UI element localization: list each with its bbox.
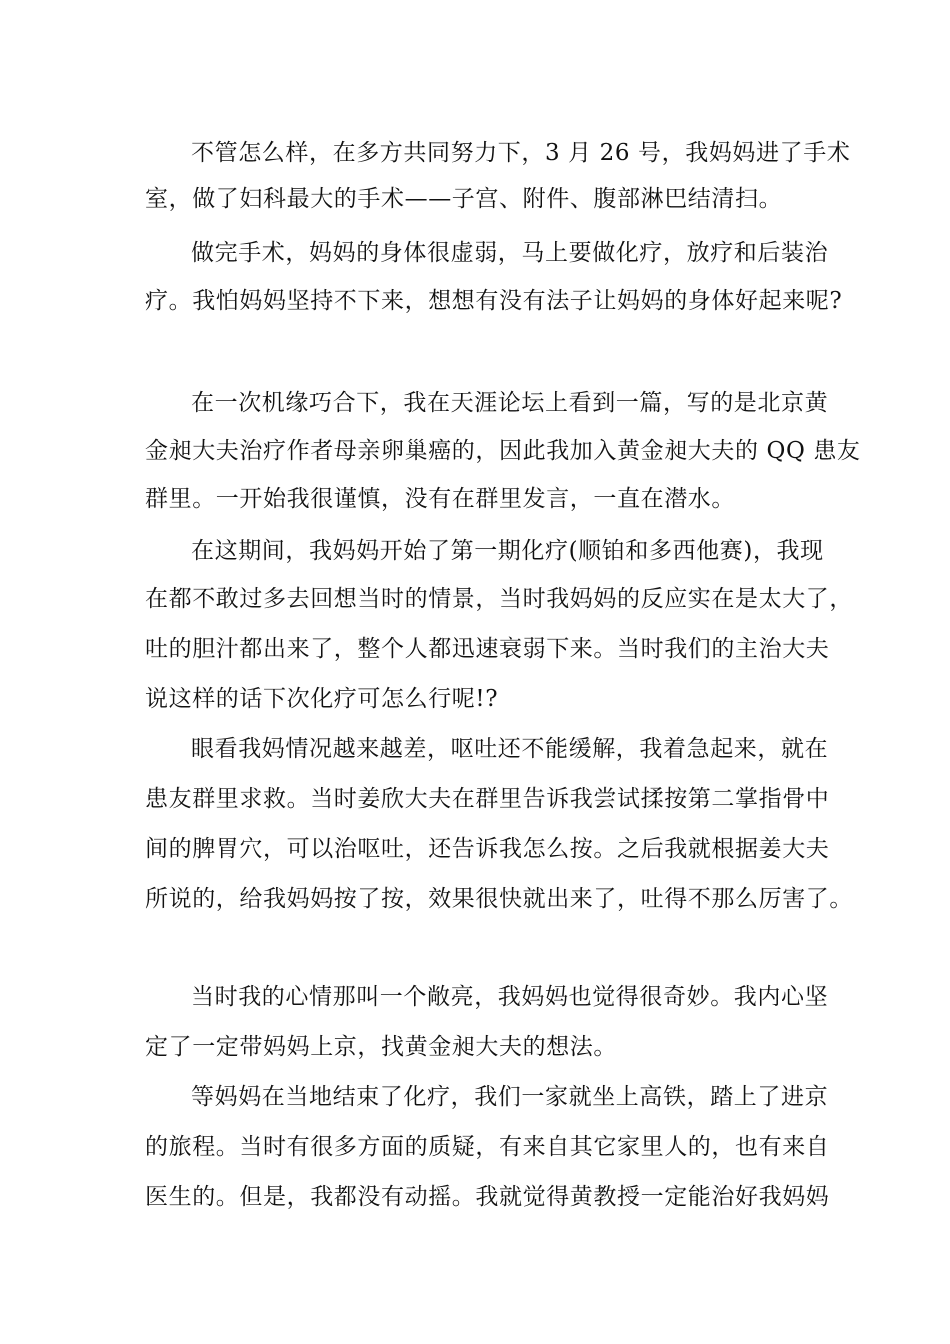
text-line: 定了一定带妈妈上京，找黄金昶大夫的想法。 xyxy=(145,1034,617,1060)
text-line: 患友群里求救。当时姜欣大夫在群里告诉我尝试揉按第二掌指骨中 xyxy=(145,786,830,812)
text-line: 医生的。但是，我都没有动摇。我就觉得黄教授一定能治好我妈妈 xyxy=(145,1184,830,1210)
text-line: 所说的，给我妈妈按了按，效果很快就出来了，吐得不那么厉害了。 xyxy=(145,886,853,912)
text-line: 吐的胆汁都出来了，整个人都迅速衰弱下来。当时我们的主治大夫 xyxy=(145,636,830,662)
text-line: 群里。一开始我很谨慎，没有在群里发言，一直在潜水。 xyxy=(145,486,735,512)
text-line: 在一次机缘巧合下，我在天涯论坛上看到一篇，写的是北京黄 xyxy=(191,390,829,416)
text-line: 疗。我怕妈妈坚持不下来，想想有没有法子让妈妈的身体好起来呢? xyxy=(145,288,843,314)
text-line: 不管怎么样，在多方共同努力下，3 月 26 号，我妈妈进了手术 xyxy=(191,140,851,166)
text-line: 当时我的心情那叫一个敞亮，我妈妈也觉得很奇妙。我内心坚 xyxy=(191,984,829,1010)
text-line: 说这样的话下次化疗可怎么行呢!? xyxy=(145,686,499,712)
text-line: 做完手术，妈妈的身体很虚弱，马上要做化疗，放疗和后装治 xyxy=(191,240,829,266)
text-line: 等妈妈在当地结束了化疗，我们一家就坐上高铁，踏上了进京 xyxy=(191,1084,829,1110)
text-line: 眼看我妈情况越来越差，呕吐还不能缓解，我着急起来，就在 xyxy=(191,736,829,762)
text-line: 间的脾胃穴，可以治呕吐，还告诉我怎么按。之后我就根据姜大夫 xyxy=(145,836,830,862)
text-line: 的旅程。当时有很多方面的质疑，有来自其它家里人的，也有来自 xyxy=(145,1134,830,1160)
text-line: 室，做了妇科最大的手术——子宫、附件、腹部淋巴结清扫。 xyxy=(145,186,783,212)
text-line: 金昶大夫治疗作者母亲卵巢癌的，因此我加入黄金昶大夫的 QQ 患友 xyxy=(145,438,861,464)
text-line: 在这期间，我妈妈开始了第一期化疗(顺铂和多西他赛)，我现 xyxy=(191,538,824,564)
text-line: 在都不敢过多去回想当时的情景，当时我妈妈的反应实在是太大了， xyxy=(145,586,853,612)
